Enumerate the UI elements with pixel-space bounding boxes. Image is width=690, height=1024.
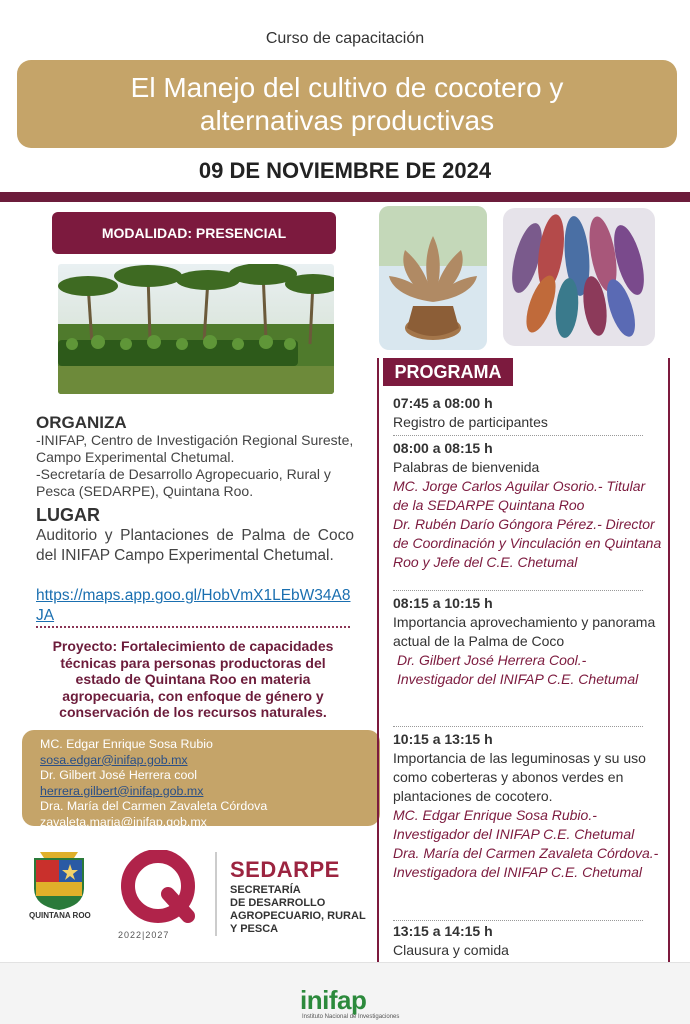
sedarpe-sub-line: AGROPECUARIO, RURAL bbox=[230, 910, 366, 922]
slot-separator bbox=[393, 590, 643, 591]
sedarpe-sub-line: Y PESCA bbox=[230, 923, 279, 935]
organiza-line-2: -Secretaría de Desarrollo Agropecuario, Rural y Pesca (SEDARPE), Quintana Roo. bbox=[36, 466, 331, 499]
inifap-logo: inifap bbox=[300, 985, 367, 1015]
sedarpe-sub-line: DE DESARROLLO bbox=[230, 897, 326, 909]
slot-time: 13:15 a 14:15 h bbox=[393, 923, 493, 939]
contacts-box bbox=[22, 730, 380, 829]
slot-time: 08:15 a 10:15 h bbox=[393, 595, 493, 611]
sedarpe-title: SEDARPE bbox=[230, 857, 340, 882]
course-label: Curso de capacitación bbox=[265, 30, 425, 47]
slot-time: 10:15 a 13:15 h bbox=[393, 731, 493, 747]
lugar-text: Auditorio y Plantaciones de Palma de Coco del INIFAP Campo Experimental Chetumal. bbox=[36, 527, 354, 564]
contact-email[interactable]: zavaleta.maria@inifap.gob.mx bbox=[40, 814, 207, 829]
gobierno-logo bbox=[112, 850, 204, 928]
organiza-heading: ORGANIZA bbox=[36, 413, 127, 432]
inifap-subtitle: Instituto Nacional de Investigaciones bbox=[302, 1014, 400, 1020]
contact-name: Dra. María del Carmen Zavaleta Córdova bbox=[40, 799, 268, 813]
slot-description: Importancia aprovechamiento y panorama actual de la Palma de Coco bbox=[393, 614, 656, 649]
program-slot bbox=[393, 394, 663, 432]
program-slot bbox=[393, 594, 663, 689]
contact-email[interactable]: herrera.gilbert@inifap.gob.mx bbox=[40, 783, 204, 798]
slot-description: Clausura y comida bbox=[393, 942, 509, 958]
dotted-divider bbox=[36, 626, 350, 628]
contact-name: Dr. Gilbert José Herrera cool bbox=[40, 768, 197, 782]
program-heading: PROGRAMA bbox=[383, 358, 513, 386]
coconut-handicraft-photo bbox=[503, 208, 655, 346]
organiza-line-1: -INIFAP, Centro de Investigación Regional Sureste, Campo Experimental Chetumal. bbox=[36, 432, 354, 465]
slot-description: Importancia de las leguminosas y su uso como coberteras y abonos verdes en plantaciones de cocotero. bbox=[393, 750, 646, 804]
contact-name: MC. Edgar Enrique Sosa Rubio bbox=[40, 737, 213, 751]
plantation-photo bbox=[58, 264, 334, 394]
slot-time: 08:00 a 08:15 h bbox=[393, 440, 493, 456]
course-title: El Manejo del cultivo de cocotero y alternativas productivas bbox=[130, 72, 564, 136]
quintana-roo-logo bbox=[30, 848, 88, 910]
coconut-craft-photo bbox=[379, 206, 487, 350]
event-date: 09 DE NOVIEMBRE DE 2024 bbox=[198, 158, 492, 183]
slot-separator bbox=[393, 726, 643, 727]
divider-bar bbox=[0, 192, 690, 202]
gobierno-years: 2022|2027 bbox=[118, 930, 170, 940]
slot-description: Palabras de bienvenida bbox=[393, 459, 540, 475]
slot-speaker: Dr. Rubén Darío Góngora Pérez.- Director de Coordinación y Vinculación en Quintana Roo y Jefe del C.E. Chetumal bbox=[393, 516, 662, 570]
program-slot bbox=[393, 439, 663, 572]
title-banner bbox=[17, 60, 677, 148]
logo-divider bbox=[215, 852, 217, 936]
slot-separator bbox=[393, 435, 643, 436]
quintana-roo-label: QUINTANA ROO bbox=[29, 911, 91, 920]
slot-speaker: MC. Edgar Enrique Sosa Rubio.- Investigador del INIFAP C.E. Chetumal bbox=[393, 807, 635, 842]
modality-badge: MODALIDAD: PRESENCIAL bbox=[52, 212, 336, 254]
contact-email[interactable]: sosa.edgar@inifap.gob.mx bbox=[40, 752, 188, 767]
slot-description: Registro de participantes bbox=[393, 414, 548, 430]
slot-speaker: MC. Jorge Carlos Aguilar Osorio.- Titular de la SEDARPE Quintana Roo bbox=[393, 478, 646, 513]
maps-link[interactable]: https://maps.app.goo.gl/HobVmX1LEbW34A8JA bbox=[36, 587, 351, 624]
slot-time: 07:45 a 08:00 h bbox=[393, 395, 493, 411]
slot-speaker: Dra. María del Carmen Zavaleta Córdova.- Investigadora del INIFAP C.E. Chetumal bbox=[393, 845, 659, 880]
sedarpe-subtitle bbox=[230, 884, 366, 936]
lugar-heading: LUGAR bbox=[36, 505, 100, 525]
slot-speaker: Dr. Gilbert José Herrera Cool.- Investigador del INIFAP C.E. Chetumal bbox=[397, 652, 639, 687]
slot-separator bbox=[393, 920, 643, 921]
sedarpe-sub-line: SECRETARÍA bbox=[230, 884, 301, 896]
project-description: Proyecto: Fortalecimiento de capacidades técnicas para personas productoras del estado de Quintana Roo en materia agropecuaria, con enfoque de género y conservación de los recursos naturales. bbox=[52, 638, 334, 720]
program-slot bbox=[393, 730, 663, 882]
